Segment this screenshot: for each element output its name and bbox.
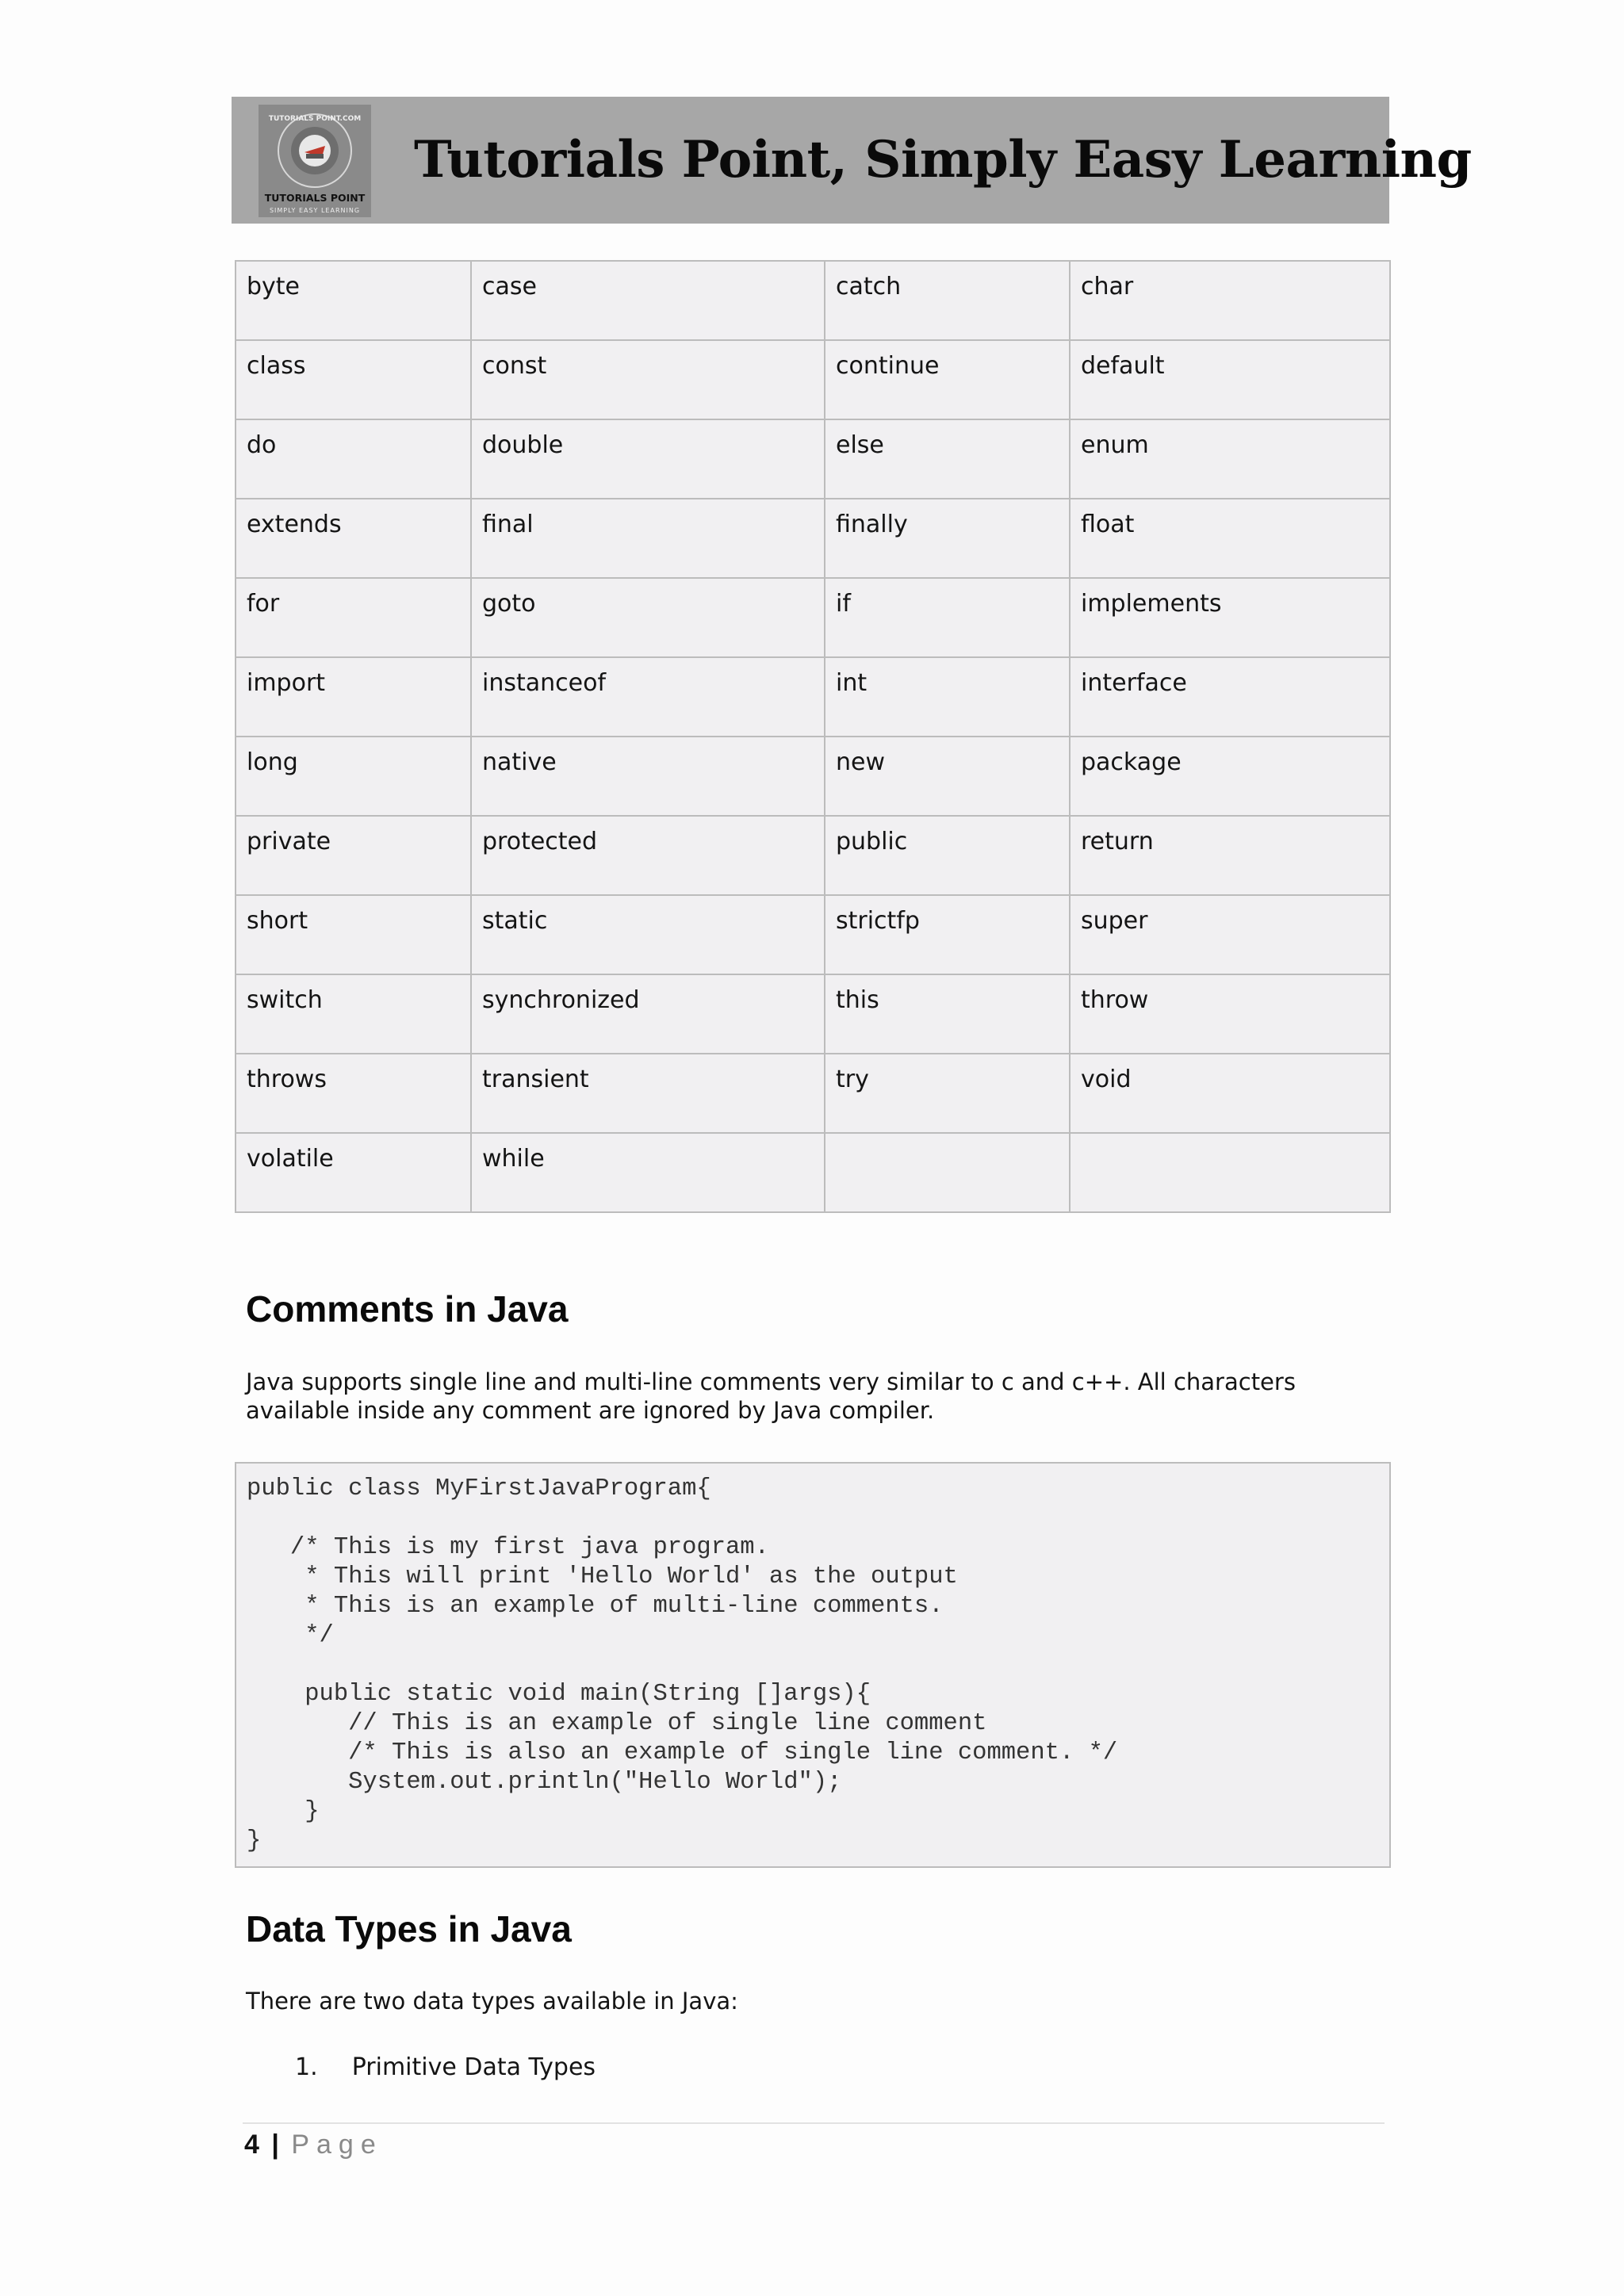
- table-cell: strictfp: [825, 895, 1070, 974]
- table-cell: import: [236, 657, 471, 737]
- code-line: public static void main(String []args){: [247, 1681, 871, 1708]
- table-cell: catch: [825, 261, 1070, 340]
- logo-graphic: [259, 105, 371, 217]
- table-row: [236, 737, 1390, 816]
- table-cell: class: [236, 340, 471, 419]
- table-cell: enum: [1070, 419, 1390, 499]
- table-row: [236, 895, 1390, 974]
- table-cell: case: [471, 261, 825, 340]
- table-cell: package: [1070, 737, 1390, 816]
- table-cell: native: [471, 737, 825, 816]
- list-item: [295, 2053, 596, 2081]
- data-types-heading: Data Types in Java: [246, 1908, 572, 1950]
- table-cell: new: [825, 737, 1070, 816]
- table-cell: default: [1070, 340, 1390, 419]
- table-row: [236, 340, 1390, 419]
- svg-text:TUTORIALS POINT.COM: TUTORIALS POINT.COM: [268, 115, 362, 123]
- list-item-number: 1.: [295, 2053, 318, 2081]
- table-cell: long: [236, 737, 471, 816]
- table-cell: [1070, 1133, 1390, 1212]
- table-cell: extends: [236, 499, 471, 578]
- table-cell: throw: [1070, 974, 1390, 1054]
- table-cell: do: [236, 419, 471, 499]
- table-cell: byte: [236, 261, 471, 340]
- table-row: [236, 261, 1390, 340]
- code-line: // This is an example of single line comment: [247, 1710, 987, 1737]
- page-footer: [244, 2130, 383, 2160]
- table-cell: else: [825, 419, 1070, 499]
- header-title: Tutorials Point, Simply Easy Learning: [414, 130, 1472, 189]
- comments-paragraph-line-2: available inside any comment are ignored by Java compiler.: [246, 1397, 935, 1424]
- table-row: [236, 657, 1390, 737]
- tutorials-point-logo: [259, 105, 371, 217]
- table-cell: private: [236, 816, 471, 895]
- table-cell: double: [471, 419, 825, 499]
- code-line: * This is an example of multi-line comments.: [247, 1593, 944, 1620]
- table-row: [236, 974, 1390, 1054]
- svg-text:TUTORIALS POINT: TUTORIALS POINT: [264, 192, 366, 204]
- page-label: Page: [291, 2130, 383, 2160]
- table-cell: short: [236, 895, 471, 974]
- code-line: }: [247, 1827, 262, 1854]
- table-cell: [825, 1133, 1070, 1212]
- table-cell: throws: [236, 1054, 471, 1133]
- footer-divider: [243, 2122, 1385, 2124]
- header-banner: [232, 97, 1472, 224]
- table-row: [236, 1054, 1390, 1133]
- code-line: [247, 1651, 1389, 1680]
- table-cell: return: [1070, 816, 1390, 895]
- table-cell: synchronized: [471, 974, 825, 1054]
- table-cell: while: [471, 1133, 825, 1212]
- table-cell: if: [825, 578, 1070, 657]
- table-cell: volatile: [236, 1133, 471, 1212]
- table-cell: int: [825, 657, 1070, 737]
- table-row: [236, 816, 1390, 895]
- table-cell: float: [1070, 499, 1390, 578]
- table-cell: char: [1070, 261, 1390, 340]
- footer-separator: |: [271, 2130, 279, 2160]
- table-cell: transient: [471, 1054, 825, 1133]
- table-cell: final: [471, 499, 825, 578]
- table-cell: finally: [825, 499, 1070, 578]
- table-cell: static: [471, 895, 825, 974]
- data-types-intro: There are two data types available in Java:: [246, 1988, 738, 2015]
- table-cell: goto: [471, 578, 825, 657]
- comments-heading: Comments in Java: [246, 1288, 569, 1330]
- table-cell: interface: [1070, 657, 1390, 737]
- table-row: [236, 1133, 1390, 1212]
- code-line: /* This is my first java program.: [247, 1534, 769, 1561]
- java-keywords-table: [235, 260, 1391, 1213]
- table-cell: try: [825, 1054, 1070, 1133]
- table-row: [236, 419, 1390, 499]
- code-line: /* This is also an example of single line comment. */: [247, 1739, 1118, 1766]
- page-number: 4: [244, 2130, 259, 2160]
- table-row: [236, 578, 1390, 657]
- code-line: [247, 1504, 1389, 1533]
- code-line: */: [247, 1622, 334, 1649]
- table-cell: instanceof: [471, 657, 825, 737]
- table-cell: continue: [825, 340, 1070, 419]
- comments-paragraph-line-1: Java supports single line and multi-line comments very similar to c and c++. All characters: [246, 1368, 1296, 1395]
- table-cell: protected: [471, 816, 825, 895]
- table-row: [236, 499, 1390, 578]
- svg-text:SIMPLY EASY LEARNING: SIMPLY EASY LEARNING: [269, 207, 361, 214]
- table-cell: const: [471, 340, 825, 419]
- table-cell: public: [825, 816, 1070, 895]
- code-line: * This will print 'Hello World' as the output: [247, 1563, 958, 1590]
- table-cell: void: [1070, 1054, 1390, 1133]
- code-line: System.out.println("Hello World");: [247, 1769, 842, 1796]
- table-cell: for: [236, 578, 471, 657]
- table-cell: super: [1070, 895, 1390, 974]
- code-line: }: [247, 1798, 320, 1825]
- code-example-block: [235, 1462, 1391, 1868]
- table-cell: implements: [1070, 578, 1390, 657]
- list-item-text: Primitive Data Types: [351, 2053, 596, 2081]
- table-cell: this: [825, 974, 1070, 1054]
- table-cell: switch: [236, 974, 471, 1054]
- code-line: public class MyFirstJavaProgram{: [247, 1475, 711, 1502]
